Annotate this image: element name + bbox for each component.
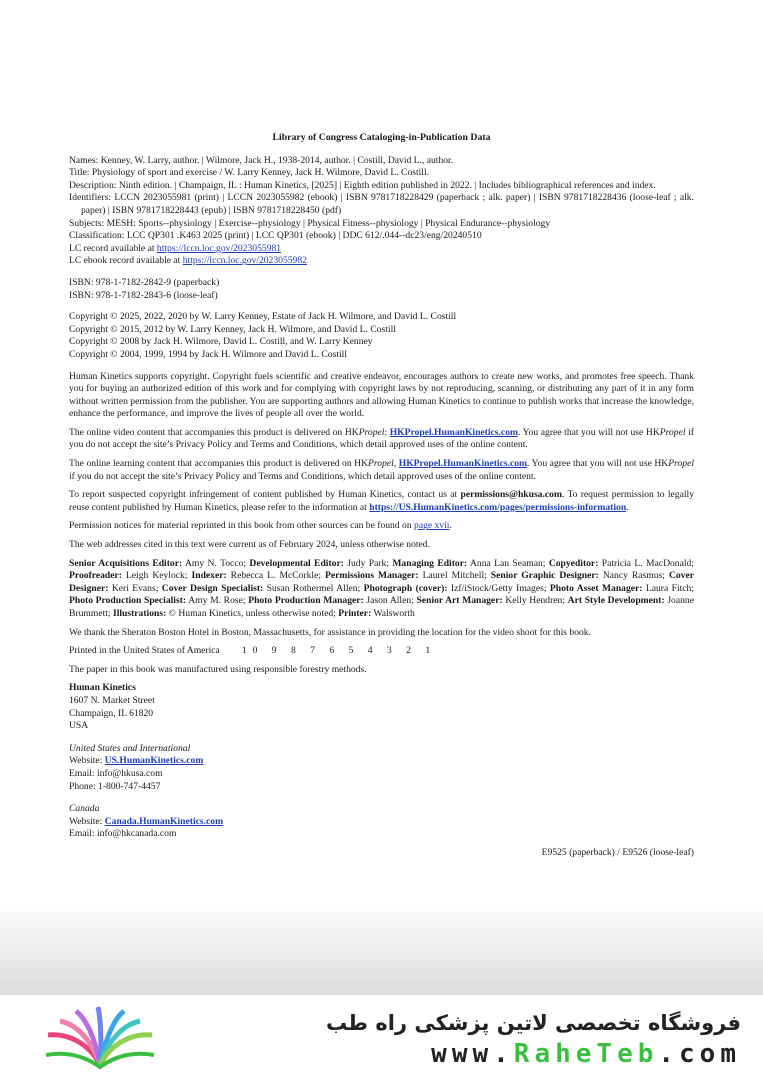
infringement-text: . [626, 501, 629, 513]
watermark-banner [0, 995, 763, 1080]
credit-role: Senior Graphic Designer: [490, 570, 599, 582]
learning-text: if you do not accept the site’s Privacy Policy and Terms and Conditions, which detail approved uses of the online content. [69, 470, 537, 482]
video-colon: : [384, 426, 390, 438]
cip-identifiers: Identifiers: LCCN 2023055981 (print) | LCCN 2023055982 (ebook) | ISBN 9781718228429 (paperback ; alk. paper) | ISBN 9781718228436 (loose-leaf ; alk. paper) | ISBN 9781718228443 (epub) | ISBN 9781718228450 (pdf) [69, 192, 694, 216]
permissions-email: permissions@hkusa.com [460, 489, 562, 501]
credit-role: Photograph (cover): [363, 582, 448, 594]
hkpropel-link[interactable]: HKPropel.HumanKinetics.com [389, 426, 518, 438]
address-line: 1607 N. Market Street [69, 694, 155, 706]
canada-contact-heading: Canada [69, 803, 100, 815]
cip-heading: Library of Congress Cataloging-in-Publication Data [272, 132, 491, 143]
canada-website-line [69, 816, 694, 829]
propel-italic: Propel [668, 458, 695, 470]
canada-contact [69, 803, 694, 841]
infringement-paragraph [69, 489, 694, 514]
permission-notice-end: . [449, 520, 452, 532]
video-text: . You agree that you will not use HK [517, 426, 660, 438]
credit-role: Printer: [338, 608, 372, 619]
credit-role: Art Style Development: [567, 595, 665, 607]
credit-role: Senior Acquisitions Editor: [69, 557, 183, 569]
address-line: USA [69, 720, 89, 732]
lc-ebook-link[interactable]: https://lccn.loc.gov/2023055982 [182, 255, 307, 267]
web-addresses-note: The web addresses cited in this text were current as of February 2024, unless otherwise noted. [69, 539, 430, 551]
cip-names: Names: Kenney, W. Larry, author. | Wilmore, Jack H., 1938-2014, author. | Costill, David L., author. [69, 154, 454, 166]
infringement-text: To report suspected copyright infringement of content published by Human Kinetics, contact us at [69, 489, 461, 501]
url-suffix: .com [658, 1039, 741, 1069]
copyright-line: Copyright © 2004, 1999, 1994 by Jack H. Wilmore and David L. Costill [69, 348, 347, 360]
credit-name: Kelly Hendren; [502, 595, 568, 607]
credit-role: Copyeditor: [548, 557, 599, 569]
credit-name: Susan Rothermel Allen; [263, 582, 364, 594]
credit-role: Cover Designer: [69, 570, 694, 594]
credit-name: Keri Evans; [108, 582, 162, 594]
us-contact-heading: United States and International [69, 742, 191, 754]
copyright-block [69, 311, 694, 361]
cip-classification: Classification: LCC QP301 .K463 2025 (print) | LCC QP301 (ebook) | DDC 612/.044--dc23/eng/20240510 [69, 230, 482, 242]
lc-record-line [69, 243, 694, 256]
url-prefix: www. [431, 1039, 514, 1069]
credit-name: Laura Fitch; [642, 582, 695, 594]
credit-name: Izf/iStock/Getty Images; [447, 582, 550, 594]
copyright-line: Copyright © 2008 by Jack H. Wilmore, David L. Costill, and W. Larry Kenney [69, 336, 373, 348]
propel-italic: Propel [659, 426, 686, 438]
lc-record-prefix: LC record available at [69, 242, 157, 254]
isbn-looseleaf: ISBN: 978-1-7182-2843-6 (loose-leaf) [69, 289, 218, 301]
hkpropel-link[interactable]: HKPropel.HumanKinetics.com [398, 458, 528, 470]
credit-role: Senior Art Manager: [416, 595, 503, 607]
us-website-line [69, 755, 694, 768]
credit-role: Illustrations: [112, 608, 167, 619]
credit-name: © Human Kinetics, unless otherwise noted; [166, 608, 339, 619]
cip-block [69, 155, 694, 268]
shop-title: فروشگاه تخصصی لاتین پزشکی راه طب [326, 1011, 741, 1035]
learning-comma: , [393, 458, 399, 470]
credit-name: Patricia L. MacDonald; [598, 557, 694, 569]
copyright-line: Copyright © 2025, 2022, 2020 by W. Larry Kenney, Estate of Jack H. Wilmore, and David L. Costill [69, 311, 457, 323]
video-text: if you do not accept the site’s Privacy Policy and Terms and Conditions, which detail approved uses of the online content. [69, 426, 694, 451]
us-phone: Phone: 1-800-747-4457 [69, 780, 161, 792]
lc-ebook-prefix: LC ebook record available at [69, 255, 183, 267]
cip-subjects: Subjects: MESH: Sports--physiology | Exercise--physiology | Physical Fitness--physiology | Physical Endurance--physiology [69, 217, 551, 229]
lc-record-link[interactable]: https://lccn.loc.gov/2023055981 [156, 242, 282, 254]
credit-name: Amy N. Tocco; [182, 557, 250, 569]
copyright-line: Copyright © 2015, 2012 by W. Larry Kenney, Jack H. Wilmore, and David L. Costill [69, 323, 396, 335]
us-email: Email: info@hkusa.com [69, 767, 163, 779]
permission-notice-text: Permission notices for material reprinted in this book from other sources can be found on [69, 520, 415, 532]
credit-role: Photo Production Manager: [248, 595, 364, 607]
credit-role: Proofreader: [69, 570, 122, 582]
canada-email: Email: info@hkcanada.com [69, 828, 177, 840]
printed-line [69, 645, 694, 658]
propel-italic: Propel [368, 458, 394, 470]
credit-role: Photo Asset Manager: [549, 582, 643, 594]
cip-description: Description: Ninth edition. | Champaign, IL : Human Kinetics, [2025] | Eighth edition published in 2022. | Includes bibliographical references and index. [69, 179, 656, 191]
thanks-paragraph: We thank the Sheraton Boston Hotel in Boston, Massachusetts, for assistance in providing the location for the video shoot for this book. [69, 626, 592, 638]
credit-name: Leigh Keylock; [121, 570, 192, 582]
credit-role: Indexer: [191, 570, 227, 582]
credit-role: Permissions Manager: [325, 570, 419, 582]
credit-name: Amy M. Rose; [186, 595, 249, 607]
infringement-text: . To request permission to legally reuse content published by Human Kinetics, please refer to the information at [69, 489, 694, 513]
propel-italic: Propel [358, 426, 385, 438]
printed-label: Printed in the United States of America [69, 645, 220, 657]
permission-notice [69, 520, 694, 533]
credit-role: Cover Design Specialist: [161, 582, 264, 594]
credit-name: Rebecca L. McCorkle; [226, 570, 326, 582]
canada-website-link[interactable]: Canada.HumanKinetics.com [104, 815, 224, 827]
video-content-paragraph [69, 427, 694, 452]
credit-name: Nancy Rasmus; [598, 570, 669, 582]
paper-note: The paper in this book was manufactured using responsible forestry methods. [69, 663, 367, 675]
permissions-link[interactable]: https://US.HumanKinetics.com/pages/permissions-information [369, 501, 627, 513]
product-code: E9525 (paperback) / E9526 (loose-leaf) [541, 846, 694, 858]
isbn-paperback: ISBN: 978-1-7182-2842-9 (paperback) [69, 276, 220, 288]
url-brand: RaheTeb [513, 1039, 659, 1069]
shop-url[interactable] [431, 1039, 741, 1069]
publisher-address [69, 682, 694, 732]
credit-name: Joanne Brummett; [69, 595, 694, 619]
page-shadow [0, 900, 763, 995]
credits-paragraph [69, 558, 694, 621]
printer-numbers: 10 9 8 7 6 5 4 3 2 1 [241, 645, 437, 657]
cip-title: Title: Physiology of sport and exercise / W. Larry Kenney, Jack H. Wilmore, David L. Costill. [69, 167, 430, 179]
lc-ebook-line [69, 255, 694, 268]
address-line: Champaign, IL 61820 [69, 707, 154, 719]
learning-content-paragraph [69, 458, 694, 483]
publisher-name: Human Kinetics [69, 682, 136, 694]
us-contact [69, 743, 694, 793]
learning-text: . You agree that you will not use HK [527, 458, 669, 470]
learning-text: The online learning content that accompanies this product is delivered on HK [69, 458, 369, 470]
website-label: Website: [69, 815, 105, 827]
credit-role: Photo Production Specialist: [69, 595, 187, 607]
credit-name: Laurel Mitchell; [418, 570, 491, 582]
credit-name: Anna Lan Seaman; [467, 557, 549, 569]
page-xvii-link[interactable]: page xvii [414, 520, 450, 532]
open-book-logo-icon [40, 1005, 160, 1073]
credit-name: Jason Allen; [363, 595, 417, 607]
credit-role: Managing Editor: [392, 557, 468, 569]
credit-name: Walsworth [371, 608, 415, 619]
video-text: The online video content that accompanies this product is delivered on HK [69, 426, 359, 438]
website-label: Website: [69, 755, 105, 767]
isbn-block [69, 277, 694, 302]
supports-copyright-paragraph: Human Kinetics supports copyright. Copyright fuels scientific and creative endeavor, encourages authors to create new works, and promotes free speech. Thank you for buying an authorized edition of this work and for complying with copyright laws by not reproducing, scanning, or distributing any part of it in any form without written permission from the publisher. You are supporting authors and allowing Human Kinetics to continue to publish works that increase the knowledge, enhance the performance, and improve the lives of people all over the world. [69, 370, 694, 420]
page-content [69, 132, 694, 866]
us-website-link[interactable]: US.HumanKinetics.com [104, 755, 204, 767]
credit-role: Developmental Editor: [249, 557, 344, 569]
credit-name: Judy Park; [343, 557, 393, 569]
